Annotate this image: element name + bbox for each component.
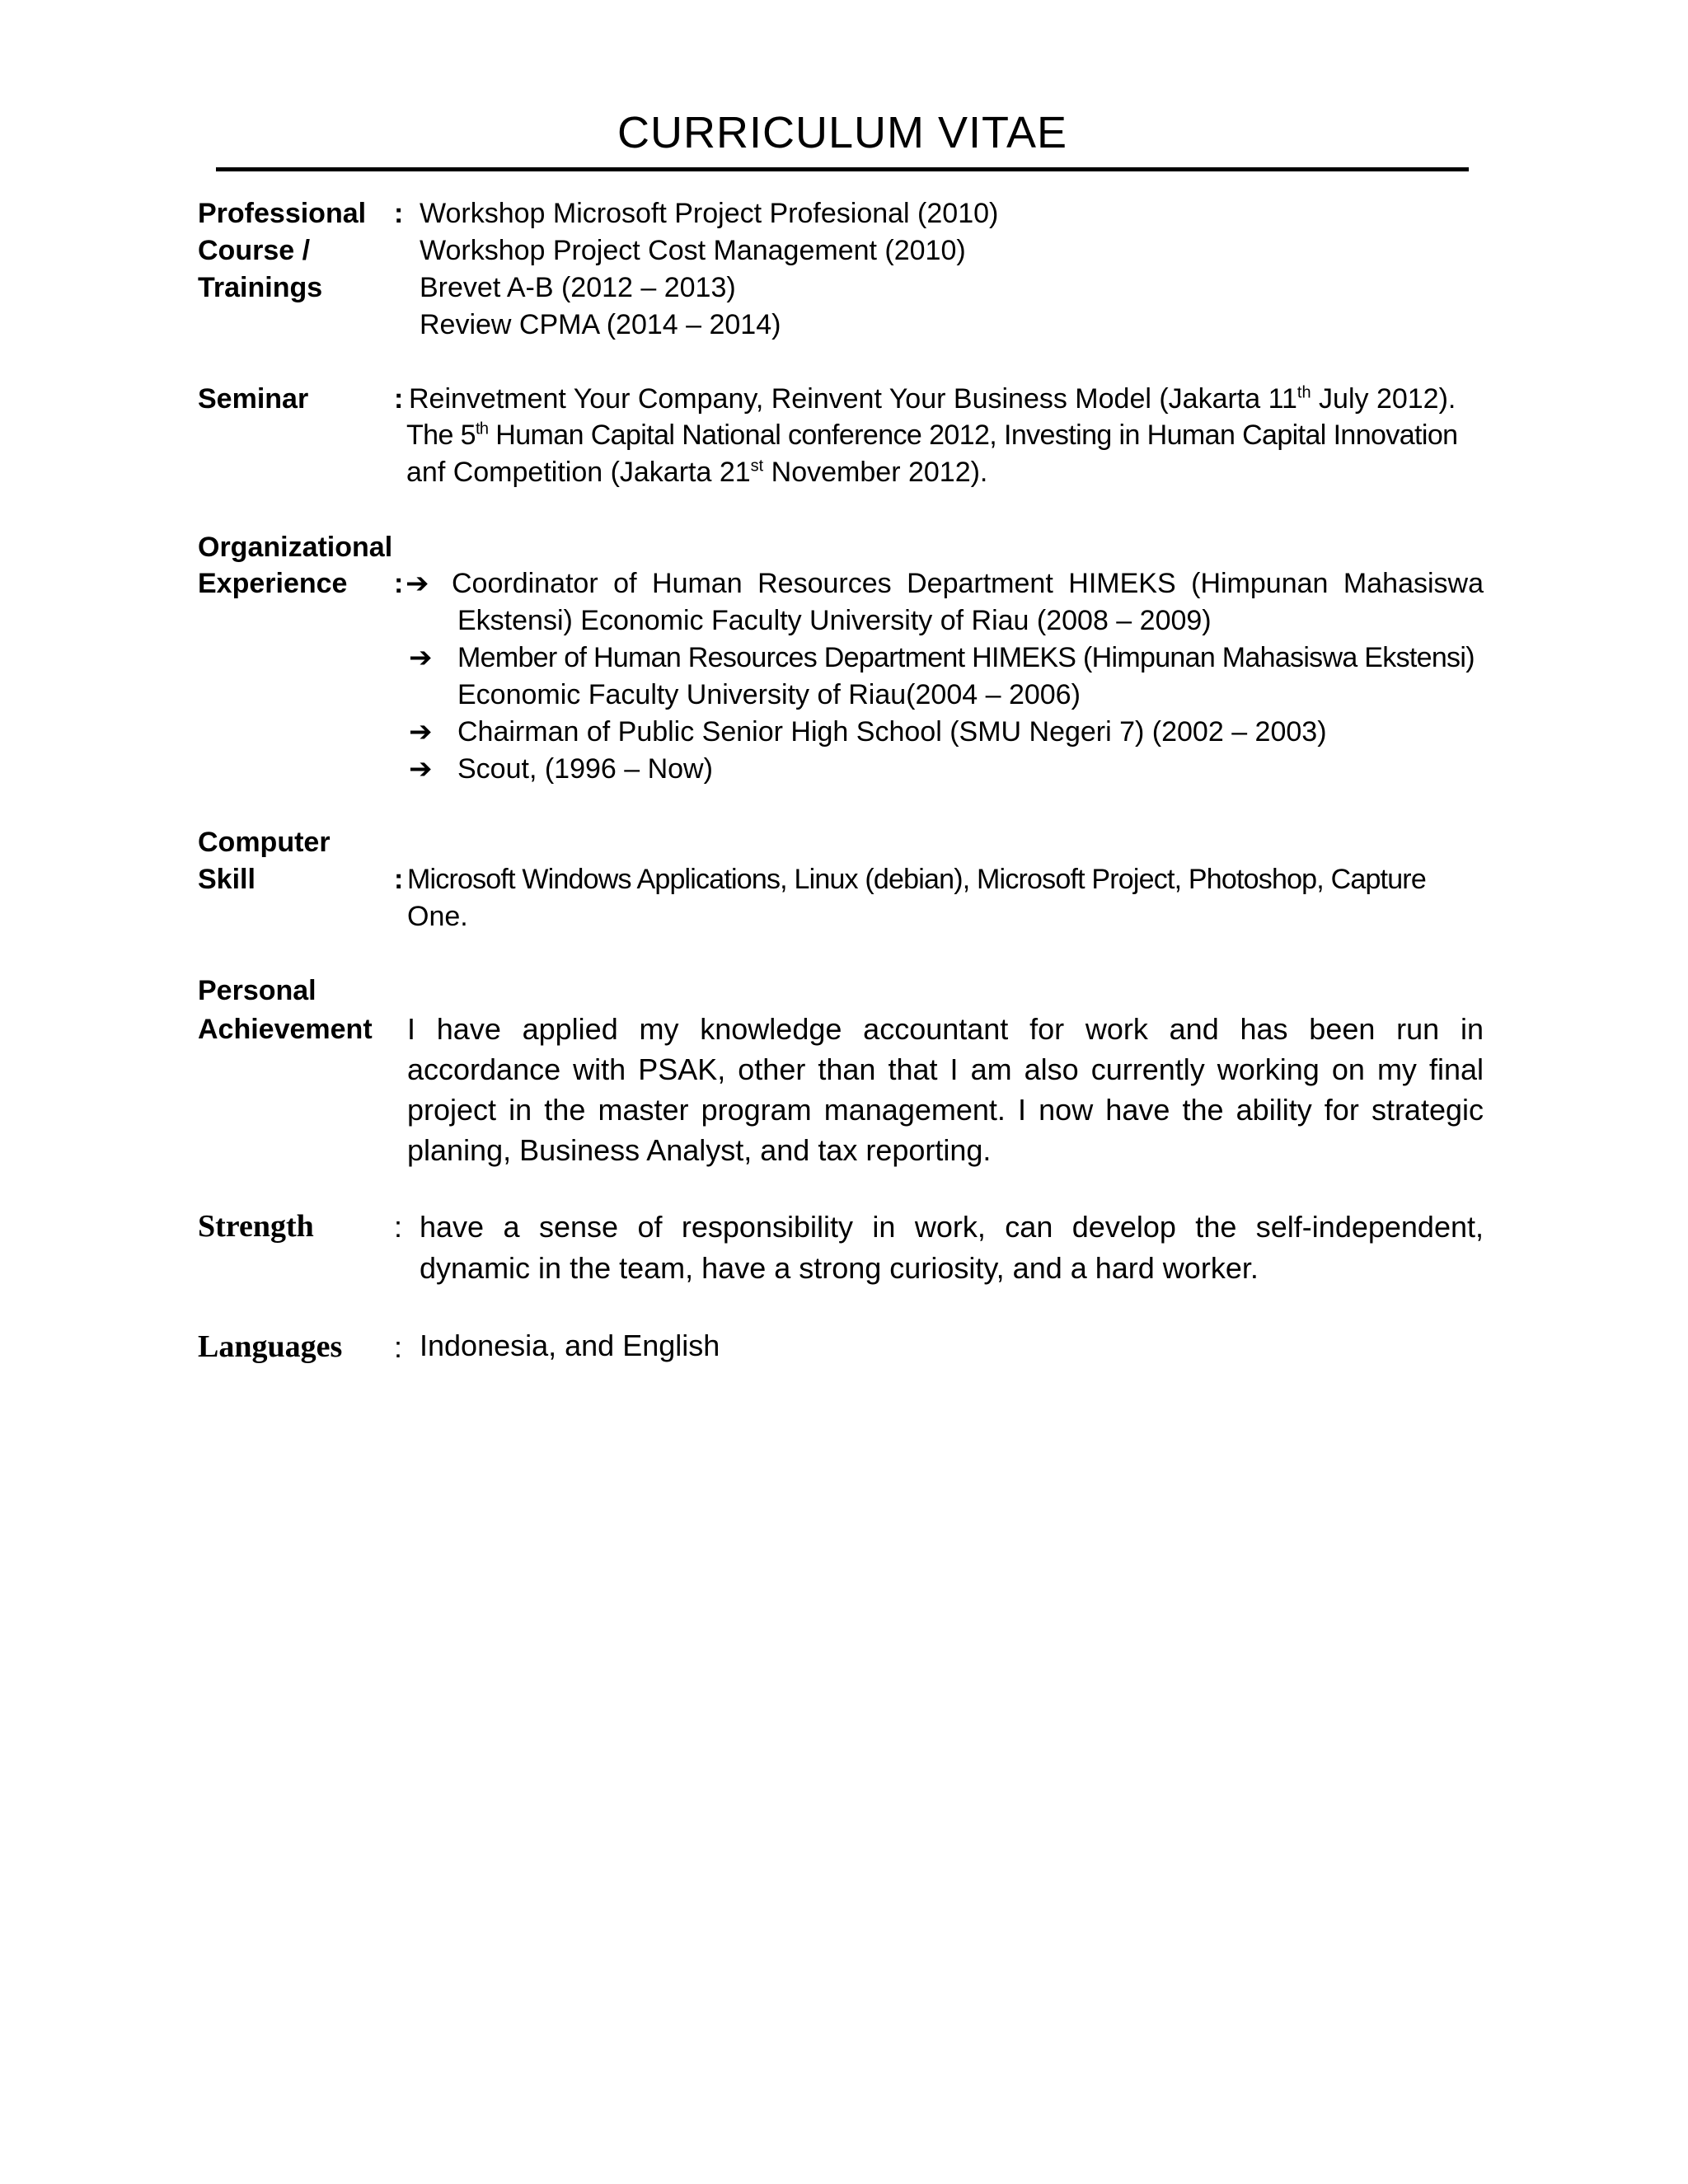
seminar-superscript: st — [750, 457, 764, 476]
page-title: CURRICULUM VITAE — [617, 108, 1068, 157]
languages-colon: : — [394, 1330, 403, 1364]
org-item-line: Chairman of Public Senior High School (SMU Negeri 7) (2002 – 2003) — [457, 716, 1327, 748]
org-item-line: Ekstensi) Economic Faculty University of Riau (2008 – 2009) — [457, 605, 1212, 636]
seminar-line-1 — [409, 381, 1456, 418]
seminar-text: Reinvetment Your Company, Reinvent Your Business Model (Jakarta 11 — [409, 383, 1297, 415]
course-item: Workshop Project Cost Management (2010) — [420, 235, 966, 266]
seminar-text: Human Capital National conference 2012, Investing in Human Capital Innovation — [488, 419, 1458, 451]
seminar-superscript: th — [1296, 383, 1311, 402]
strength-text: have a sense of responsibility in work, can develop the self-independent, dynamic in the team, have a strong curiosity, and a hard worker. — [420, 1210, 1484, 1285]
courses-colon: : — [394, 198, 404, 229]
seminar-colon: : — [394, 383, 404, 415]
computer-label-line-1: Computer — [198, 827, 331, 858]
strength-colon: : — [394, 1210, 403, 1244]
seminar-text: anf Competition (Jakarta 21 — [406, 457, 751, 488]
achievement-label-line-1: Personal — [198, 975, 316, 1006]
languages-label: Languages — [198, 1329, 343, 1364]
computer-colon: : — [394, 864, 404, 895]
arrow-bullet-icon: ➔ — [406, 568, 429, 599]
arrow-bullet-icon: ➔ — [409, 753, 433, 785]
arrow-bullet-icon: ➔ — [409, 642, 433, 673]
computer-label-line-2: Skill — [198, 864, 256, 895]
organizational-label-line-2: Experience — [198, 568, 348, 599]
course-item: Review CPMA (2014 – 2014) — [420, 309, 781, 340]
seminar-text: The 5 — [406, 419, 476, 451]
seminar-line-2 — [406, 417, 1457, 454]
computer-skill-line-2: One. — [407, 901, 468, 932]
seminar-label: Seminar — [198, 383, 309, 415]
seminar-line-3 — [406, 454, 987, 491]
courses-label-line-3: Trainings — [198, 272, 323, 303]
seminar-superscript: th — [475, 419, 489, 438]
achievement-label-line-2: Achievement — [198, 1014, 373, 1045]
course-item: Workshop Microsoft Project Profesional (2010) — [420, 198, 999, 229]
org-item-line: Coordinator of Human Resources Department HIMEKS (Himpunan Mahasiswa — [452, 568, 1484, 599]
seminar-text: November 2012). — [763, 457, 988, 488]
courses-label-line-1: Professional — [198, 198, 367, 229]
seminar-text: July 2012). — [1311, 383, 1456, 415]
languages-text: Indonesia, and English — [420, 1329, 720, 1362]
org-item-line: Member of Human Resources Department HIMEKS (Himpunan Mahasiswa Ekstensi) — [457, 642, 1475, 673]
arrow-bullet-icon: ➔ — [409, 716, 433, 748]
organizational-label-line-1: Organizational — [198, 532, 393, 563]
strength-label: Strength — [198, 1209, 314, 1244]
organizational-colon: : — [394, 568, 404, 599]
courses-label-line-2: Course / — [198, 235, 311, 266]
org-item-line: Scout, (1996 – Now) — [457, 753, 713, 785]
achievement-text: I have applied my knowledge accountant for work and has been run in accordance with PSAK, other than that I am also currently working on my final project in the master program management. I now have the ability for strategic planing, Business Analyst, and tax reporting. — [407, 1012, 1484, 1167]
org-item-line: Economic Faculty University of Riau(2004 – 2006) — [457, 679, 1081, 710]
title-divider — [216, 167, 1469, 171]
course-item: Brevet A-B (2012 – 2013) — [420, 272, 736, 303]
computer-skill-line-1: Microsoft Windows Applications, Linux (debian), Microsoft Project, Photoshop, Capture — [407, 864, 1426, 895]
